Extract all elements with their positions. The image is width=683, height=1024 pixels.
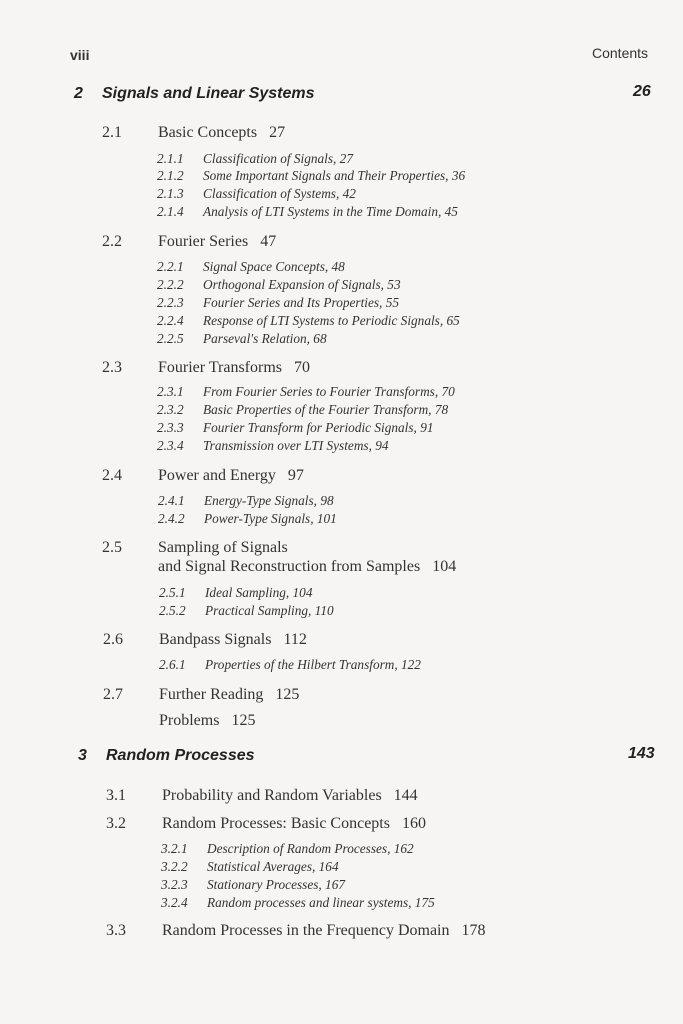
section-title: Bandpass Signals 112 [159,631,307,648]
page-number: viii [70,47,90,63]
section-title: Random Processes: Basic Concepts 160 [162,815,426,832]
chapter-heading [74,85,315,103]
section-page: 27 [269,124,286,141]
chapter-page: 143 [628,745,655,762]
chapter-title: Random Processes [106,747,255,764]
section-title: Basic Concepts 27 [158,124,286,141]
section-number: 3.2 [106,815,126,832]
section-page: 178 [461,922,486,939]
section-number: 3.3 [106,922,126,939]
section-page: 125 [275,686,300,703]
section-title-line2: and Signal Reconstruction from Samples 104 [158,558,457,575]
chapter-heading [78,747,255,765]
section-title: Power and Energy 97 [158,467,304,484]
chapter-number: 3 [78,747,87,764]
section-number: 2.1 [102,124,122,141]
section-number: 2.7 [103,686,123,703]
section-page: 160 [401,815,426,832]
section-number: 2.3 [102,359,122,376]
section-number: 2.6 [103,631,123,648]
section-page: 112 [283,631,307,648]
section-number: 2.2 [102,233,122,250]
chapter-page: 26 [633,83,651,100]
section-title: Further Reading 125 [159,686,300,703]
section-title: Problems 125 [159,712,256,729]
running-title: Contents [592,45,649,61]
section-number: 2.4 [102,467,122,484]
section-page: 104 [432,558,457,575]
book-page: viii Contents 2 Signals and Linear Systems 26 2.1 Basic Concepts 27 2.1.1 Classification of Signals, 27 2.1.2 Some Important Signals and Their Properties, 36 2.1.3 Classification of Systems, 42 2.1.4 Analysis of LTI Systems in the Time Domain, 45 2.2 Fourier Series 47 2.2.1 Signal Space Concepts, 48 2.2.2 Orthogonal Expansion of Signals, 53 2.2.3 Fourier Series and Its Properties, 55 2.2.4 Response of LTI Systems to Periodic Signals, 65 2.2.5 Parseval's Relation, 68 2.3 Fourier Transforms 70 2.3.1 From Fourier Series to Fourier Transforms, 70 2.3.2 Basic Properties of the Fourier Transform, 78 2.3.3 Fourier Transform for Periodic Signals, 91 2.3.4 Transmission over LTI Systems, 94 2.4 Power and Energy 97 2.4.1 Energy-Type Signals, 98 2.4.2 Power-Type Signals, 101 2.5 Sampling of Signals and Signal Reconstruction from Samples 104 2.5.1 Ideal Sampling, 104 2.5.2 Practical Sampling, 110 2.6 Bandpass Signals 112 2.6.1 Properties of the Hilbert Transform, 122 2.7 Further Reading 125 Problems 125 3 Random Processes 143 3.1 Probability and Random Variables 144 3.2 Random Processes: Basic Concepts 160 3.2.1 Description of Random Processes, 162 3.2.2 Statistical Averages, 164 3.2.3 Stationary Processes, 167 3.2.4 Random processes and linear systems, 175 3.3 Random Processes in the Frequency Domain 178 [70,45,655,939]
section-number: 3.1 [106,787,126,804]
section-title: Fourier Transforms 70 [158,359,311,376]
section-page: 97 [287,467,304,484]
section-title: Random Processes in the Frequency Domain 178 [162,922,486,939]
chapter-title: Signals and Linear Systems [102,85,315,102]
section-page: 47 [260,233,277,250]
chapter-number: 2 [74,85,83,102]
section-page: 144 [393,787,418,804]
section-page: 125 [231,712,256,729]
section-page: 70 [294,359,311,376]
section-title: Sampling of Signals [158,539,288,556]
section-number: 2.5 [102,539,122,556]
section-title: Probability and Random Variables 144 [162,787,418,804]
section-title: Fourier Series 47 [158,233,277,250]
toc-section [102,538,522,578]
